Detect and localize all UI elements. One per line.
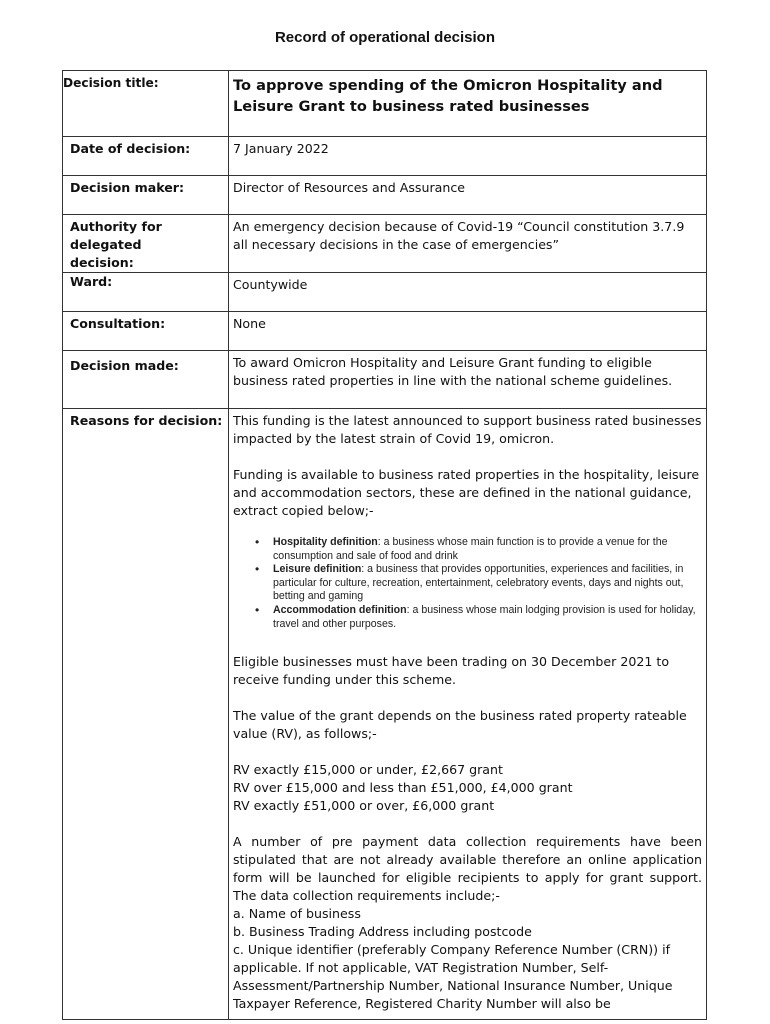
definition-text: : a business whose main lodging provision is used for holiday, travel and other purposes.: [273, 603, 696, 630]
reasons-para-4: The value of the grant depends on the business rated property rateable value (RV), as follows;-: [233, 708, 687, 742]
requirement-a: a. Name of business: [233, 906, 361, 922]
decision-made-label: Decision made:: [70, 358, 179, 373]
consultation-value: None: [233, 316, 266, 331]
definition-text: : a business whose main function is to provide a venue for the consumption and sale of food and drink: [273, 536, 668, 562]
maker-value: Director of Resources and Assurance: [233, 180, 466, 195]
decision-made-value-cell: [229, 351, 707, 409]
authority-label-cell: [63, 215, 229, 273]
date-value: 7 January 2022: [233, 141, 329, 156]
ward-label: Ward:: [70, 274, 113, 289]
maker-value-cell: [229, 176, 707, 215]
rv-line-3: RV exactly £51,000 or over, £6,000 grant: [233, 798, 495, 814]
reasons-para-5: A number of pre payment data collection requirements have been stipulated that are not already available therefore an online application form will be launched for eligible recipients to apply for grant support. The data collection requirements include;-: [233, 834, 702, 904]
row-date-of-decision: [63, 137, 707, 176]
authority-label: Authority for delegated decision:: [70, 219, 162, 270]
reasons-label: Reasons for decision:: [70, 413, 223, 428]
page-title: Record of operational decision: [274, 29, 496, 46]
definition-term: Accommodation definition: [273, 603, 407, 616]
rv-line-1: RV exactly £15,000 or under, £2,667 grant: [233, 762, 503, 778]
date-value-cell: [229, 137, 707, 176]
ward-value: Countywide: [233, 277, 308, 292]
rv-line-2: RV over £15,000 and less than £51,000, £4,000 grant: [233, 780, 573, 796]
row-consultation: [63, 312, 707, 351]
authority-value: An emergency decision because of Covid-19 “Council constitution 3.7.9 all necessary decisions in the case of emergencies”: [233, 219, 685, 252]
decision-record-table: [62, 70, 707, 1020]
row-ward: [63, 273, 707, 312]
decision-title-label-cell: [63, 71, 229, 137]
reasons-para-2: Funding is available to business rated properties in the hospitality, leisure and accommodation sectors, these are defined in the national guidance, extract copied below;-: [233, 467, 700, 518]
authority-value-cell: [229, 215, 707, 273]
date-label-cell: [63, 137, 229, 176]
maker-label-cell: [63, 176, 229, 215]
decision-made-label-cell: [63, 351, 229, 409]
decision-title-label: Decision title:: [63, 76, 159, 90]
row-decision-title: [63, 71, 707, 137]
maker-label: Decision maker:: [70, 180, 185, 195]
ward-value-cell: [229, 273, 707, 312]
definitions-list: [253, 536, 702, 631]
row-reasons: [63, 409, 707, 1020]
reasons-value-cell: [229, 409, 707, 1020]
definition-leisure: [253, 563, 702, 604]
date-label: Date of decision:: [70, 141, 191, 156]
reasons-para-3: Eligible businesses must have been trading on 30 December 2021 to receive funding under this scheme.: [233, 654, 670, 688]
definition-term: Leisure definition: [273, 563, 362, 576]
reasons-label-cell: [63, 409, 229, 1020]
consultation-label-cell: [63, 312, 229, 351]
definition-accommodation: [253, 604, 702, 631]
decision-title-value: To approve spending of the Omicron Hospitality and Leisure Grant to business rated businesses: [233, 77, 663, 115]
consultation-label: Consultation:: [70, 316, 166, 331]
row-authority: [63, 215, 707, 273]
definition-term: Hospitality definition: [273, 536, 378, 548]
decision-title-value-cell: [229, 71, 707, 137]
definition-text: : a business that provides opportunities, experiences and facilities, in particular for culture, recreation, entertainment, celebratory events, days and nights out, betting and gaming: [273, 563, 684, 603]
ward-label-cell: [63, 273, 229, 312]
requirement-b: b. Business Trading Address including postcode: [233, 924, 532, 940]
definition-hospitality: [253, 536, 702, 563]
requirement-c: c. Unique identifier (preferably Company Reference Number (CRN)) if applicable. If not applicable, VAT Registration Number, Self-Assessment/Partnership Number, National Insurance Number, Unique Taxpayer Reference, Registered Charity Number will also be: [233, 942, 673, 1012]
row-decision-maker: [63, 176, 707, 215]
decision-made-value: To award Omicron Hospitality and Leisure Grant funding to eligible business rated properties in line with the national scheme guidelines.: [233, 355, 673, 388]
row-decision-made: [63, 351, 707, 409]
reasons-para-1: This funding is the latest announced to support business rated businesses impacted by the latest strain of Covid 19, omicron.: [233, 413, 702, 446]
consultation-value-cell: [229, 312, 707, 351]
